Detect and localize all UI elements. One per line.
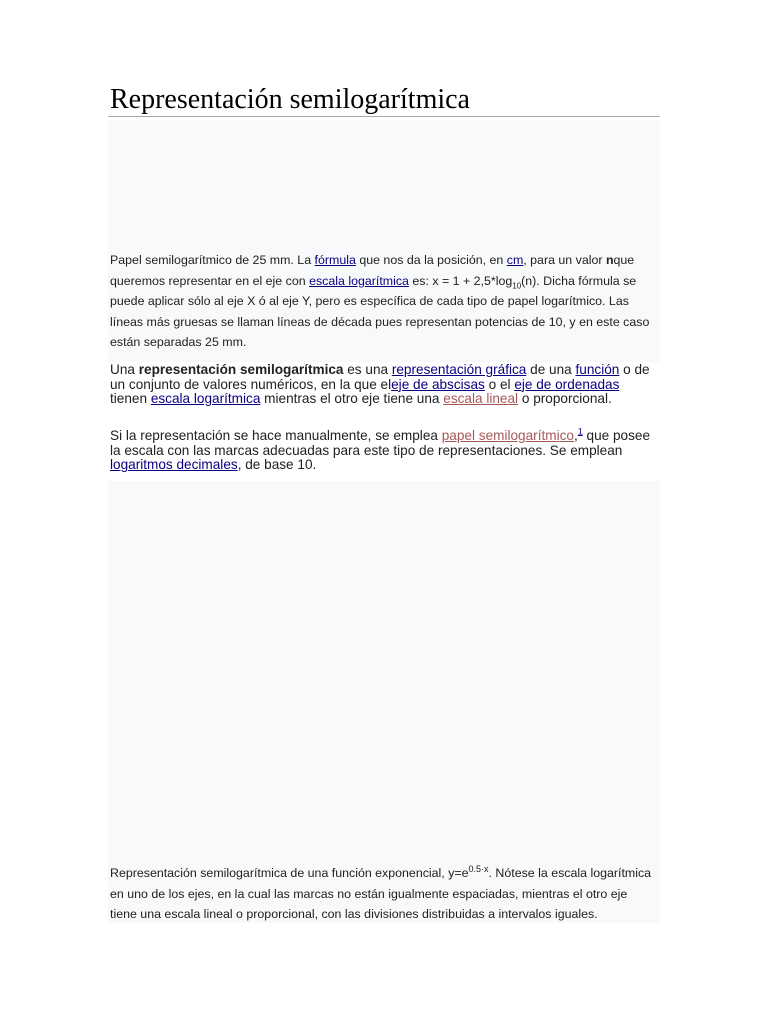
paragraph-text: o el: [484, 376, 515, 392]
manual-paragraph: [110, 426, 658, 473]
paragraph-text: ,: [573, 428, 578, 443]
paragraph-text: mientras el otro eje tiene una: [260, 391, 444, 407]
caption-text: , para un valor: [523, 253, 606, 267]
figure-caption: [108, 250, 660, 353]
paragraph-text: Si la representación se hace manualmente, se emplea: [110, 428, 442, 443]
link-escala-logaritmica[interactable]: escala logarítmica: [150, 391, 261, 407]
link-logaritmos-decimales[interactable]: logaritmos decimales: [110, 457, 238, 473]
link-eje-de-abscisas[interactable]: eje de abscisas: [391, 376, 485, 392]
exponential-plot-image[interactable]: [108, 481, 660, 863]
bold-term: representación semilogarítmica: [138, 362, 344, 377]
link-formula[interactable]: fórmula: [314, 253, 356, 267]
paragraph-text: Una: [110, 362, 139, 377]
title-divider: [108, 116, 660, 117]
paragraph-text: , de base 10.: [237, 457, 317, 473]
link-escala-logaritmica[interactable]: escala logarítmica: [309, 273, 409, 288]
paragraph-text: o de un conjunto de valores numéricos, en la que el: [110, 362, 650, 392]
paragraph-text: o proporcional.: [518, 391, 612, 407]
intro-paragraph: [110, 363, 658, 407]
link-cm[interactable]: cm: [506, 253, 524, 267]
figure-caption: [108, 863, 660, 925]
page-title: Representación semilogarítmica: [110, 84, 470, 115]
link-escala-lineal[interactable]: escala lineal: [443, 391, 519, 407]
caption-text: que queremos representar en el eje con: [110, 253, 635, 288]
link-representacion-grafica[interactable]: representación gráfica: [391, 362, 527, 377]
figure-semilog-paper: [108, 120, 660, 362]
caption-text: Representación semilogarítmica de una función exponencial, y=e: [110, 866, 469, 880]
reference-link[interactable]: 1: [577, 426, 583, 437]
caption-text: . Nótese la escala logarítmica en uno de los ejes, en la cual las marcas no están igualmente espaciadas, mientras el otro eje tiene una escala lineal o proporcional, con las divisiones distribuidas a intervalos iguales.: [110, 866, 652, 921]
link-eje-de-ordenadas[interactable]: eje de ordenadas: [514, 376, 620, 392]
caption-text: (n). Dicha fórmula se puede aplicar sólo al eje X ó al eje Y, pero es específica de cada tipo de papel logarítmico. Las líneas más gruesas se llaman líneas de década pues representan potencias de 10, y en este caso están separadas 25 mm.: [110, 273, 650, 349]
paragraph-text: es una: [343, 362, 392, 377]
caption-subscript: 10: [512, 280, 522, 290]
caption-text: que nos da la posición, en: [355, 253, 507, 267]
figure-exponential-plot: [108, 481, 660, 923]
semilog-paper-image[interactable]: [108, 120, 660, 250]
link-papel-semilogaritmico[interactable]: papel semilogarítmico: [441, 428, 574, 443]
paragraph-text: tienen: [110, 391, 151, 407]
caption-text: es: x = 1 + 2,5*log: [408, 273, 513, 288]
paragraph-text: de una: [526, 362, 576, 377]
caption-superscript: 0.5·x: [468, 863, 489, 874]
caption-text: Papel semilogarítmico de 25 mm. La: [110, 253, 315, 267]
paragraph-text: que posee la escala con las marcas adecuadas para este tipo de representaciones. Se emplean: [110, 428, 651, 458]
caption-bold-n: n: [605, 253, 614, 267]
link-funcion[interactable]: función: [575, 362, 620, 377]
